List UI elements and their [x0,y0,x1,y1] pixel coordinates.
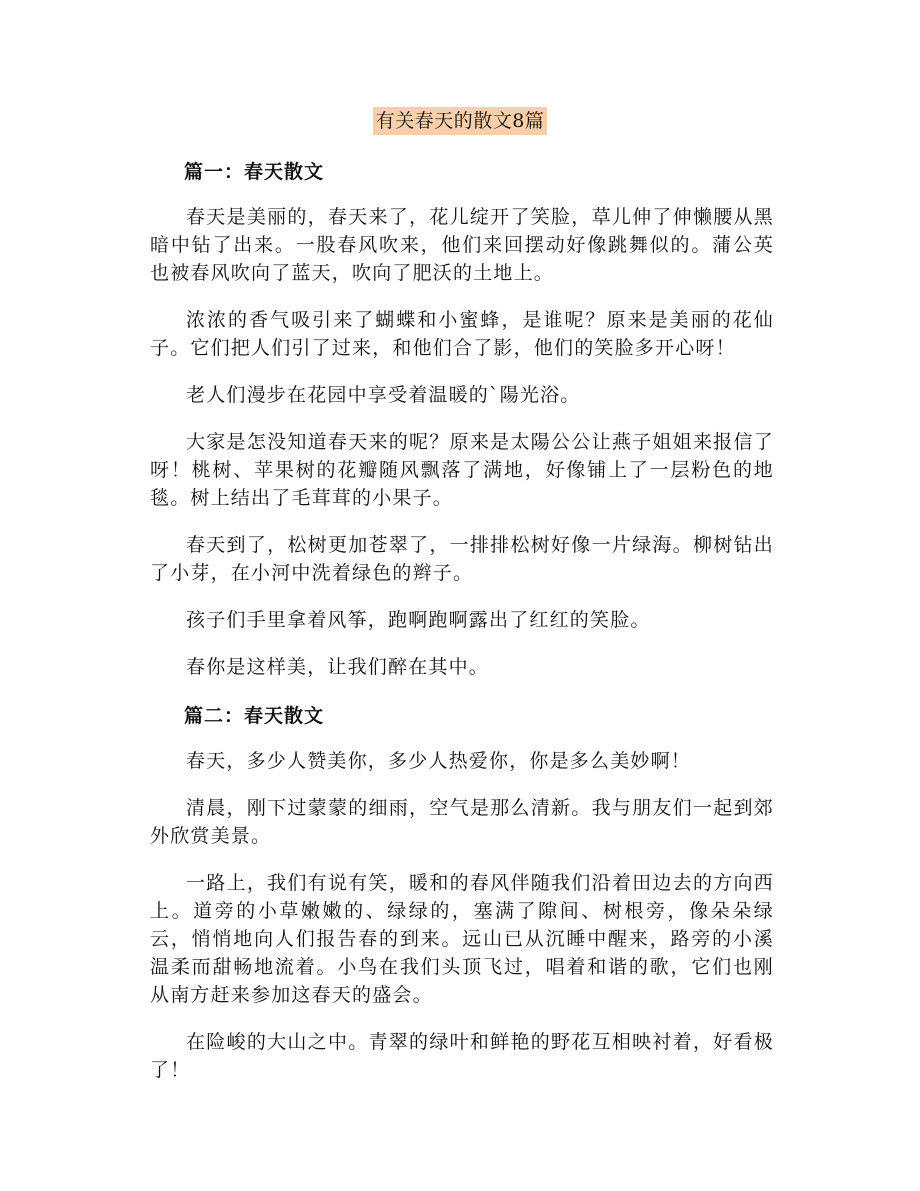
section-1 [150,156,774,681]
paragraph: 一路上，我们有说有笑，暖和的春风伴随我们沿着田边去的方向西上。道旁的小草嫩嫩的、绿绿的，塞满了隙间、树根旁，像朵朵绿云，悄悄地向人们报告春的到来。远山已从沉睡中醒来，路旁的小溪温柔而甜畅地流着。小鸟在我们头顶飞过，唱着和谐的歌，它们也刚从南方赶来参加这春天的盛会。 [150,872,774,1006]
paragraph: 浓浓的香气吸引来了蝴蝶和小蜜蜂，是谁呢？原来是美丽的花仙子。它们把人们引了过来，和他们合了影，他们的笑脸多开心呀！ [150,309,774,359]
section-2 [150,700,774,1084]
paragraph: 春天到了，松树更加苍翠了，一排排松树好像一片绿海。柳树钻出了小芽，在小河中洗着绿色的辫子。 [150,534,774,584]
paragraph: 春天，多少人赞美你，多少人热爱你，你是多么美妙啊！ [186,750,692,772]
paragraph: 大家是怎没知道春天来的呢？原来是太陽公公让燕子姐姐来报信了呀！桃树、苹果树的花瓣随风飘落了满地，好像铺上了一层粉色的地毯。树上结出了毛茸茸的小果子。 [150,431,774,509]
section-heading: 篇二：春天散文 [184,705,325,727]
document-title: 有关春天的散文8篇 [373,107,548,135]
title-container [0,107,920,135]
paragraph: 老人们漫步在花园中享受着温暖的`陽光浴。 [186,384,581,406]
paragraph: 春你是这样美，让我们醉在其中。 [186,656,490,678]
paragraph: 春天是美丽的，春天来了，花儿绽开了笑脸，草儿伸了伸懒腰从黑暗中钻了出来。一股春风吹来，他们来回摆动好像跳舞似的。蒲公英也被春风吹向了蓝天，吹向了肥沃的土地上。 [150,206,774,284]
section-heading: 篇一：春天散文 [184,161,325,183]
paragraph: 清晨，刚下过蒙蒙的细雨，空气是那么清新。我与朋友们一起到郊外欣赏美景。 [150,797,774,847]
paragraph: 在险峻的大山之中。青翠的绿叶和鲜艳的野花互相映衬着，好看极了！ [150,1031,774,1081]
paragraph: 孩子们手里拿着风筝，跑啊跑啊露出了红红的笑脸。 [186,609,651,631]
document-body [150,156,774,1103]
